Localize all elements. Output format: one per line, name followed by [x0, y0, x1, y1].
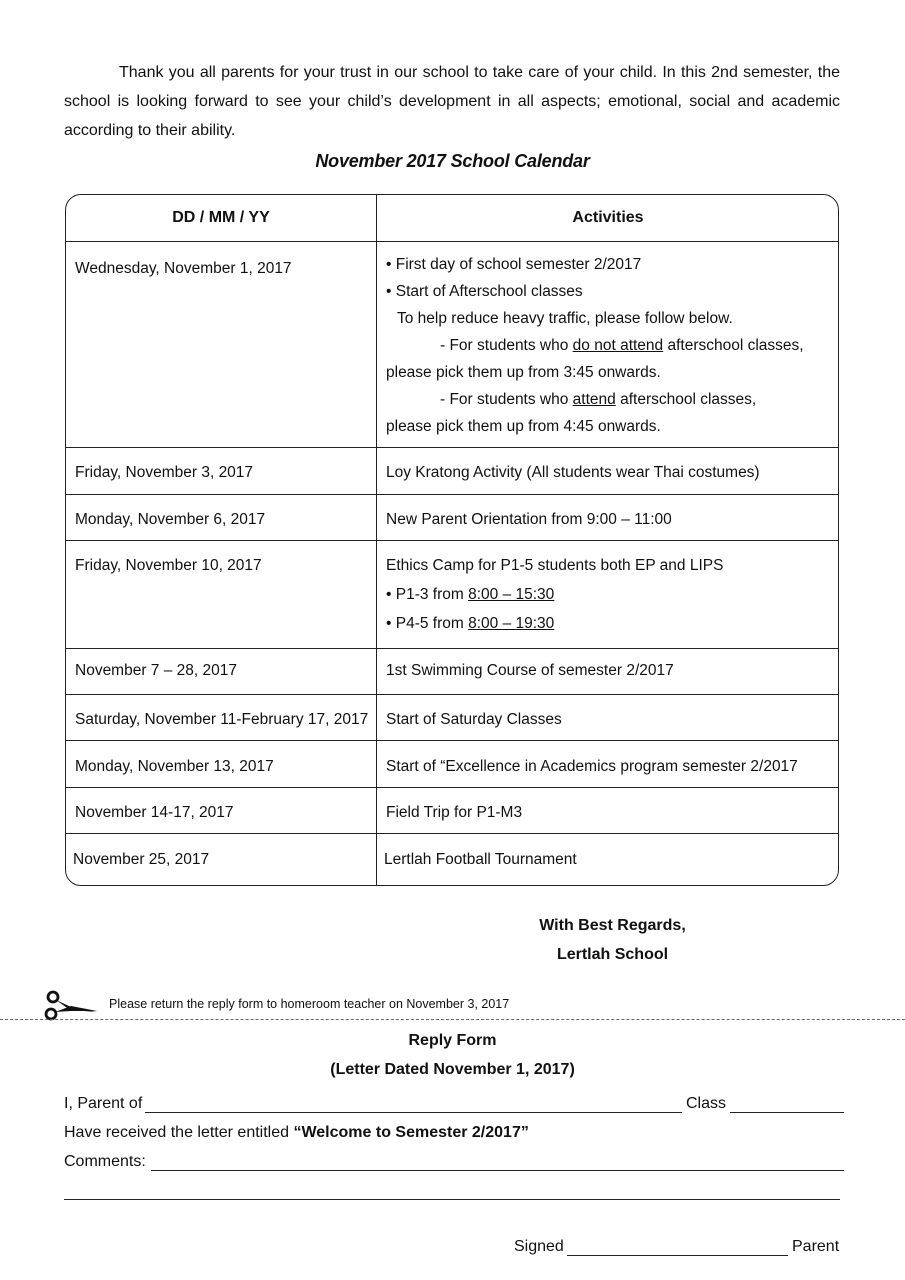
received-line: Have received the letter entitled “Welcome to Semester 2/2017” — [64, 1124, 529, 1141]
activity-line: - For students who do not attend afterschool classes, — [440, 337, 804, 354]
row-date: Saturday, November 11-February 17, 2017 — [75, 711, 369, 728]
row-date: November 7 – 28, 2017 — [75, 662, 237, 679]
row-divider — [66, 694, 838, 695]
row-activity: Field Trip for P1-M3 — [386, 804, 523, 821]
row-divider — [66, 787, 838, 788]
row-divider — [66, 447, 838, 448]
row-activity: Lertlah Football Tournament — [384, 851, 577, 868]
intro-paragraph — [64, 58, 840, 145]
intro-text: Thank you all parents for your trust in our school to take care of your child. In this 2nd semester, the school is looking forward to see your child’s development in all aspects; emotional, social and academic according to their ability. — [64, 64, 840, 139]
cut-line — [0, 1019, 905, 1020]
row-divider — [66, 241, 838, 242]
reply-form-title: Reply Form — [408, 1032, 497, 1049]
calendar-title: November 2017 School Calendar — [315, 151, 590, 171]
comments-field[interactable] — [151, 1170, 844, 1171]
comments-field-line-2[interactable] — [64, 1199, 840, 1200]
row-divider — [66, 540, 838, 541]
closing — [530, 911, 695, 969]
activity-line: • First day of school semester 2/2017 — [386, 256, 642, 273]
row-divider — [66, 494, 838, 495]
calendar-table — [65, 194, 839, 886]
activity-line: To help reduce heavy traffic, please follow below. — [397, 310, 733, 327]
class-label: Class — [686, 1095, 727, 1112]
row-activity: Start of “Excellence in Academics program semester 2/2017 — [386, 758, 798, 775]
parent-label: I, Parent of — [64, 1095, 143, 1112]
return-note: Please return the reply form to homeroom teacher on November 3, 2017 — [109, 997, 510, 1011]
row-date: November 25, 2017 — [73, 851, 210, 868]
signed-label: Signed — [514, 1238, 564, 1255]
activity-line: • P1-3 from 8:00 – 15:30 — [386, 586, 555, 603]
row-activity: Start of Saturday Classes — [386, 711, 562, 728]
row-divider — [66, 833, 838, 834]
row-date: Monday, November 6, 2017 — [75, 511, 266, 528]
class-field[interactable] — [730, 1112, 844, 1113]
reply-form-subtitle: (Letter Dated November 1, 2017) — [330, 1061, 575, 1078]
header-date: DD / MM / YY — [172, 209, 270, 226]
parent-suffix: Parent — [792, 1238, 840, 1255]
row-activity: New Parent Orientation from 9:00 – 11:00 — [386, 511, 672, 528]
row-divider — [66, 648, 838, 649]
row-date: Friday, November 3, 2017 — [75, 464, 254, 481]
row-date: November 14-17, 2017 — [75, 804, 234, 821]
activity-line: please pick them up from 3:45 onwards. — [386, 364, 661, 381]
activity-line: • Start of Afterschool classes — [386, 283, 583, 300]
activity-line: Ethics Camp for P1-5 students both EP and LIPS — [386, 557, 724, 574]
letter-title: “Welcome to Semester 2/2017” — [293, 1124, 529, 1141]
activity-line: - For students who attend afterschool classes, — [440, 391, 757, 408]
activity-line: please pick them up from 4:45 onwards. — [386, 418, 661, 435]
reply-form-header — [0, 1026, 905, 1084]
closing-school: Lertlah School — [556, 946, 669, 963]
row-divider — [66, 740, 838, 741]
parent-name-field[interactable] — [145, 1112, 682, 1113]
signature-field[interactable] — [567, 1255, 788, 1256]
row-date: Wednesday, November 1, 2017 — [75, 260, 292, 277]
row-activity — [386, 551, 831, 638]
row-activity: 1st Swimming Course of semester 2/2017 — [386, 662, 674, 679]
header-activities: Activities — [572, 209, 644, 226]
activity-line: • P4-5 from 8:00 – 19:30 — [386, 615, 555, 632]
row-activity — [386, 251, 831, 440]
row-date: Friday, November 10, 2017 — [75, 557, 262, 574]
row-activity: Loy Kratong Activity (All students wear Thai costumes) — [386, 464, 760, 481]
row-date: Monday, November 13, 2017 — [75, 758, 274, 775]
closing-regards: With Best Regards, — [539, 917, 686, 934]
comments-label: Comments: — [64, 1153, 146, 1170]
